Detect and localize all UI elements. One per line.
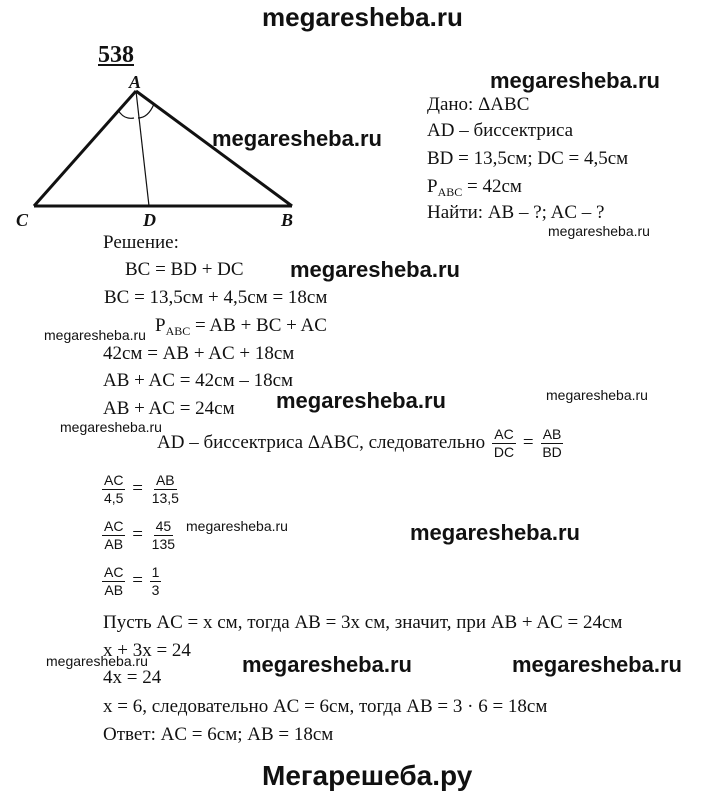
- given-line-4: $P_{ABC} = 42см$: [427, 176, 522, 199]
- solution-line: AB + AC = 42см – 18см: [103, 370, 294, 391]
- bisector-ad: [136, 91, 149, 206]
- solution-line: x + 3x = 24: [103, 640, 191, 661]
- solution-line: $P_{ABC}$ = AB + BC + AC: [155, 315, 327, 338]
- solution-line: 42см = AB + AC + 18см: [103, 343, 295, 364]
- triangle-figure: [20, 78, 310, 228]
- solution-line: x = 6, следовательно AC = 6см, тогда AB = 3 · 6 = 18см: [103, 696, 548, 717]
- solution-line: BC = 13,5см + 4,5см = 18см: [104, 287, 328, 308]
- watermark: megaresheba.ru: [46, 653, 148, 669]
- given-line-1: Дано: ΔABC: [427, 94, 530, 115]
- watermark: megaresheba.ru: [242, 652, 412, 677]
- watermark: megaresheba.ru: [548, 223, 650, 239]
- solution-line: AB + AC = 24см: [103, 398, 235, 419]
- fraction: $\frac{AC}{DC}$: [493, 426, 515, 460]
- watermark: megaresheba.ru: [60, 419, 162, 435]
- watermark: megaresheba.ru: [410, 520, 580, 545]
- fraction-equation-3: $\frac{AC}{AB}$ = $\frac{1}{3}$: [104, 564, 160, 598]
- fraction: $\frac{AB}{BD}$: [542, 426, 562, 460]
- watermark: megaresheba.ru: [490, 68, 660, 93]
- watermark: megaresheba.ru: [276, 388, 446, 413]
- watermark: megaresheba.ru: [44, 327, 146, 343]
- fraction-equation-2: $\frac{AC}{AB}$ = $\frac{45}{135}$: [104, 518, 176, 552]
- footer-watermark: Мегарешеба.ру: [262, 760, 473, 791]
- answer-line: Ответ: AC = 6см; AB = 18см: [103, 724, 334, 745]
- watermark: megaresheba.ru: [186, 518, 288, 534]
- solution-line: Пусть AC = x см, тогда AB = 3x см, значит, при AB + AC = 24см: [103, 612, 623, 633]
- vertex-c-label: C: [16, 210, 29, 230]
- watermark: megaresheba.ru: [290, 257, 460, 282]
- side-ca: [34, 91, 136, 206]
- given-line-2: AD – биссектриса: [427, 120, 574, 141]
- problem-number: 538: [98, 42, 134, 68]
- given-line-3: BD = 13,5см; DC = 4,5см: [427, 148, 629, 169]
- vertex-b-label: B: [281, 210, 294, 230]
- vertex-d-label: D: [143, 210, 156, 230]
- watermark: megaresheba.ru: [546, 387, 648, 403]
- angle-arc-left: [118, 110, 134, 118]
- solution-bisector-line: AD – биссектриса ΔABC, следовательно $\frac{AC}{DC}$ = $\frac{AB}{BD}$: [157, 426, 562, 460]
- solution-heading: Решение:: [103, 232, 179, 253]
- solution-line: 4x = 24: [103, 667, 162, 688]
- watermark-top: megaresheba.ru: [262, 2, 463, 32]
- angle-arc-right: [138, 104, 154, 118]
- vertex-a-label: A: [129, 72, 142, 92]
- watermark: megaresheba.ru: [512, 652, 682, 677]
- given-line-5: Найти: AB – ?; AC – ?: [427, 202, 605, 223]
- fraction-equation-1: $\frac{AC}{4,5}$ = $\frac{AB}{13,5}$: [104, 472, 179, 506]
- watermark: megaresheba.ru: [212, 126, 382, 151]
- solution-line: BC = BD + DC: [125, 259, 244, 280]
